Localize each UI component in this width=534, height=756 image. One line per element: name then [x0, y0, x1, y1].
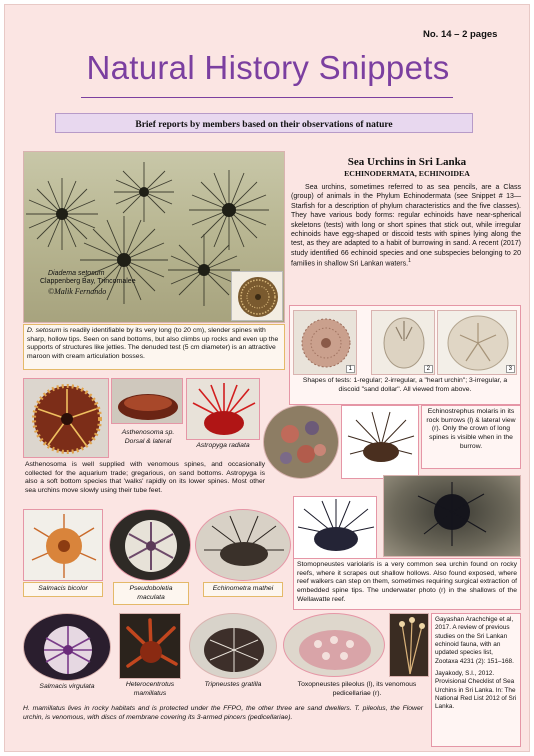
reference-1: Gayashan Arachchige et al, 2017. A review of previous studies on the Sri Lankan echinoid fauna, with an updated species list, Zootaxa 4231 (2): 151–168.: [435, 616, 514, 665]
echinometra-photo: [195, 509, 291, 581]
asthenosoma-caption: Asthenosoma is well supplied with venomous spines, and occasionally collected for the aquarium trade; gregarious, on sand bottoms. Astropyga is also a soft bottom species that 'walks' rapidly on its lower spines. Most other sea urchins move slowly using their tube feet.: [25, 461, 265, 495]
test-number-2: 2: [424, 365, 433, 373]
test-number-3: 3: [506, 365, 515, 373]
salmacis-bicolor-photo: [23, 509, 103, 581]
footnote-mark: 1: [408, 258, 411, 265]
salmacis-virgulata-label: Salmacis virgulata: [39, 683, 95, 690]
article-subtitle: ECHINODERMATA, ECHINOIDEA: [344, 169, 470, 178]
stomopneustes-photo: [293, 496, 377, 560]
test-photo-regular: [293, 310, 357, 375]
salmacis-virgulata-photo: [23, 613, 111, 681]
hero-credit: ©Malik Fernando: [48, 287, 107, 296]
asthenosoma-dorsal-photo: [23, 378, 109, 458]
article-title: Sea Urchins in Sri Lanka: [347, 156, 467, 168]
test-photo-heart-urchin: [371, 310, 435, 375]
hero-species-label: Diadema setosum: [48, 270, 105, 277]
astropyga-photo: [186, 378, 260, 440]
pedicellariae-photo: [389, 613, 429, 677]
pseudoboletia-label: Pseudoboletia maculata: [113, 582, 189, 605]
references-box: [431, 613, 521, 747]
astropyga-label: Astropyga radiata: [196, 442, 250, 449]
echinostrephus-caption: Echinostrephus molaris in its rock burrows (l) & lateral view (r). Only the crown of long spines is visible when in the burrow.: [421, 405, 521, 469]
asthenosoma-label: Asthenosoma sp. Dorsal & lateral: [121, 429, 175, 445]
tripneustes-label: Tripneustes gratilla: [204, 681, 262, 688]
page-title: Natural History Snippets: [86, 49, 450, 86]
stomopneustes-caption-text: Stomopneustes variolaris is a very common sea urchin found on rocky reefs, where it scrapes out shallow hollows. Also found exposed, where reef walkers can step on them, sometimes requiring surgical extraction of embedded spine tips. The underwater photo (r) in the shallows of the Wellawatte reef.: [297, 561, 517, 603]
hero-caption-text: is readily identifiable by its very long (to 20 cm), slender spines with sharp, hollow tips. Seen on sand bottoms, but also climbs up rocks and even up the supports of structures like jetties. The denuded test (5 cm diameter) is an attractive maroon with cream articulation bosses.: [27, 327, 279, 361]
article-body: [291, 183, 521, 269]
echinostrephus-lateral-photo: [341, 405, 419, 479]
page: [4, 4, 530, 752]
issue-number: No. 14 – 2 pages: [423, 29, 498, 40]
hero-location-label: Clappenberg Bay, Trincomalee: [40, 278, 136, 285]
echinostrephus-burrow-photo: [263, 405, 339, 479]
toxopneustes-label: Toxopneustes pileolus (l), its venomous pedicellariae (r).: [297, 681, 417, 697]
pseudoboletia-photo: [109, 509, 191, 581]
article-body-text: Sea urchins, sometimes referred to as sea pencils, are a Class (group) of animals in the Phylum Echinodermata (see Snippet # 13—Starfish for a description of phylum characteristics and the five classes). They have various body forms: regular echinoids have near-spherical skeletons (tests) with long or short spines that stick out, while irregular echinoids have egg-shaped or discoid tests with spines lying along the test, as they are adapted to a habit of burrowing in sand. A recent (2017) study identified 66 echinoid species and one subspecies belonging to 20 families in shallow Sri Lankan waters.: [291, 184, 521, 268]
hero-caption: [23, 324, 285, 370]
stomopneustes-underwater-photo: [383, 475, 521, 557]
tripneustes-photo: [189, 613, 277, 679]
asthenosoma-lateral-photo: [111, 378, 183, 424]
test-shapes-caption: Shapes of tests: 1-regular; 2-irregular, a "heart urchin"; 3-irregular, a discoid "sand dollar". All viewed from above.: [302, 377, 508, 393]
test-photo-sand-dollar: [437, 310, 517, 375]
title-underline: [81, 97, 453, 98]
reference-2: Jayakody, S.I., 2012. Provisional Checklist of Sea Urchins in Sri Lanka. In: The National Red List 2012 of Sri Lanka.: [435, 669, 517, 711]
heterocentrotus-photo: [119, 613, 181, 679]
salmacis-bicolor-label: Salmacis bicolor: [23, 582, 103, 597]
row4-caption: H. mamillatus lives in rocky habitats and is protected under the FFPO, the other three are sand dwellers. T. pileolus, the Flower urchin, is venomous, with discs of membrane covering its 3-armed pincers (pedicellariae).: [23, 705, 423, 721]
echinometra-label: Echinometra mathei: [203, 582, 283, 597]
heterocentrotus-label: Heterocentrotus mamillatus: [125, 681, 175, 697]
denuded-test-photo: [231, 271, 283, 321]
stomopneustes-caption: [293, 558, 521, 610]
subtitle: Brief reports by members based on their observations of nature: [135, 120, 393, 130]
subtitle-banner: [55, 113, 473, 133]
test-number-1: 1: [346, 365, 355, 373]
hero-caption-species: D. setosum: [27, 327, 62, 334]
toxopneustes-photo: [283, 613, 385, 677]
